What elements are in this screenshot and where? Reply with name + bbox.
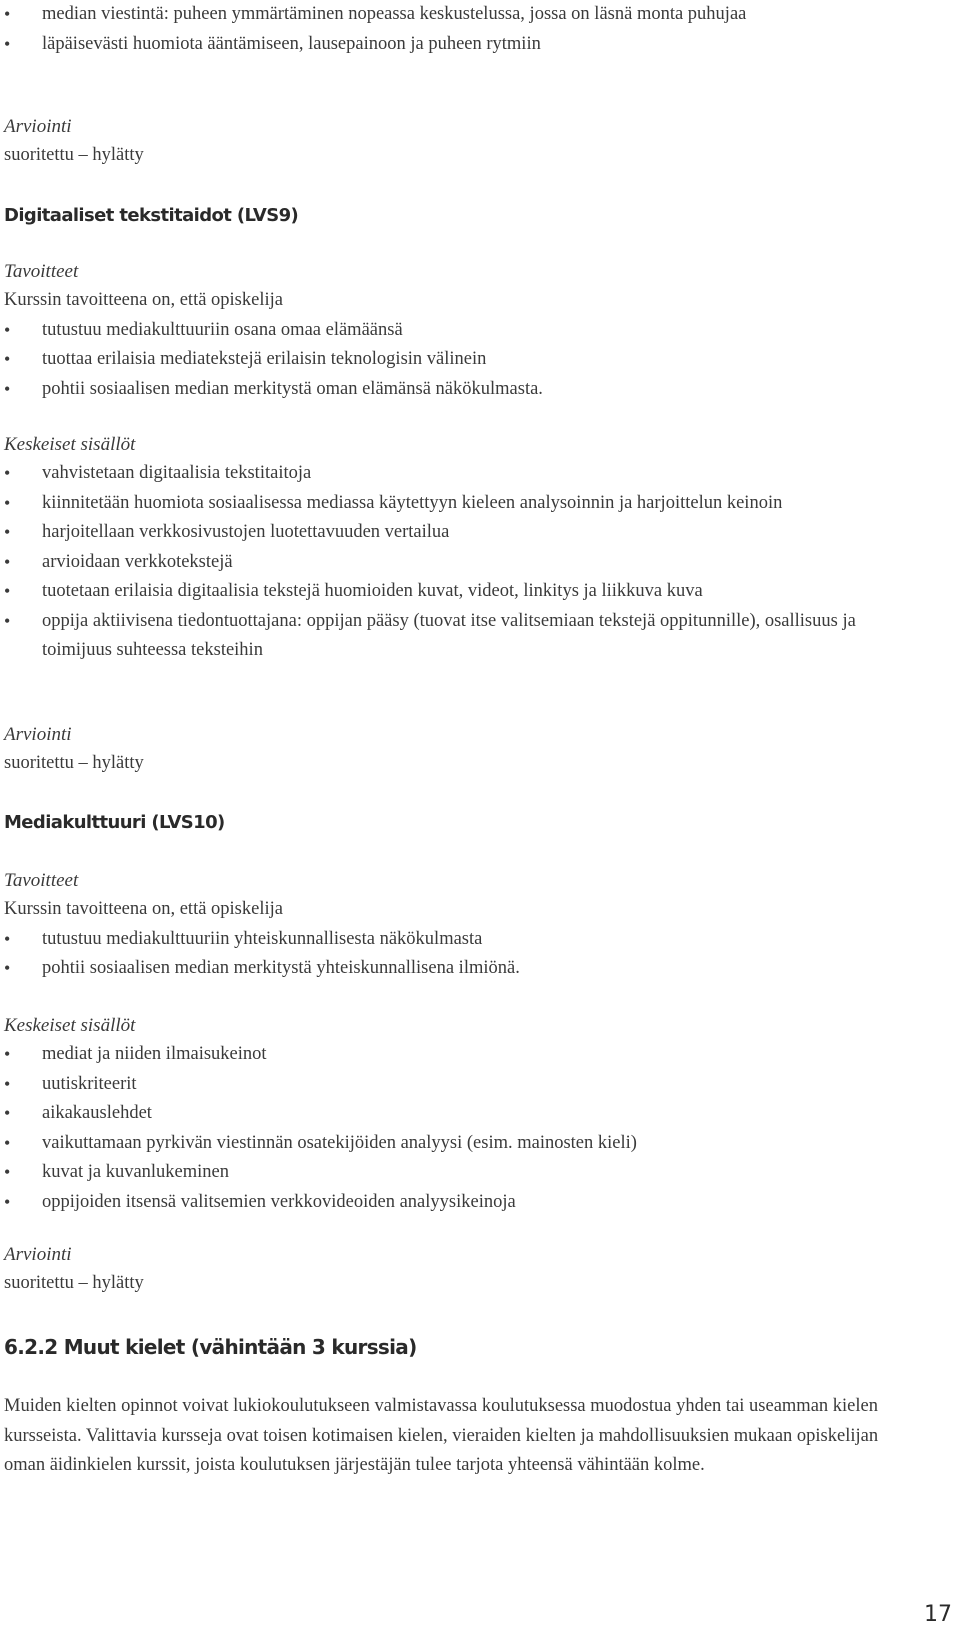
list-item: • oppijoiden itsensä valitsemien verkkovideoiden analyysikeinoja bbox=[4, 1188, 924, 1218]
course-title: Digitaaliset tekstitaidot (LVS9) bbox=[4, 205, 299, 226]
page-number: 17 bbox=[924, 1602, 952, 1627]
lvs10-evaluation bbox=[4, 1240, 924, 1299]
goals-intro: Kurssin tavoitteena on, että opiskelija bbox=[4, 899, 283, 919]
section-paragraph bbox=[4, 1392, 924, 1481]
contents-label: Keskeiset sisällöt bbox=[4, 1015, 136, 1036]
evaluation-label: Arviointi bbox=[4, 724, 72, 745]
list-item: • vahvistetaan digitaalisia tekstitaitoja bbox=[4, 459, 924, 489]
list-item: • tutustuu mediakulttuuriin yhteiskunnallisesta näkökulmasta bbox=[4, 925, 924, 955]
goals-label: Tavoitteet bbox=[4, 870, 79, 891]
list-item: • arvioidaan verkkotekstejä bbox=[4, 548, 924, 578]
top-bullet-list bbox=[4, 0, 924, 59]
section-title: 6.2.2 Muut kielet (vähintään 3 kurssia) bbox=[4, 1335, 417, 1359]
lvs9-heading bbox=[4, 201, 924, 230]
list-item: • vaikuttamaan pyrkivän viestinnän osatekijöiden analyysi (esim. mainosten kieli) bbox=[4, 1129, 924, 1159]
lvs8-evaluation bbox=[4, 112, 924, 171]
list-item: • kuvat ja kuvanlukeminen bbox=[4, 1158, 924, 1188]
list-item: • oppija aktiivisena tiedontuottajana: oppijan pääsy (tuovat itse valitsemiaan tekstejä oppitunnille), osallisuus ja toimijuus suhteessa teksteihin bbox=[4, 607, 924, 666]
list-item: • pohtii sosiaalisen median merkitystä oman elämänsä näkökulmasta. bbox=[4, 375, 924, 405]
section-heading bbox=[4, 1332, 924, 1362]
evaluation-value: suoritettu – hylätty bbox=[4, 753, 144, 773]
list-item: • läpäisevästi huomiota ääntämiseen, lausepainoon ja puheen rytmiin bbox=[4, 30, 924, 60]
contents-list bbox=[4, 459, 924, 666]
lvs10-goals bbox=[4, 866, 924, 984]
lvs10-heading bbox=[4, 808, 924, 837]
list-item: • kiinnitetään huomiota sosiaalisessa mediassa käytettyyn kieleen analysoinnin ja harjoittelun keinoin bbox=[4, 489, 924, 519]
goals-intro: Kurssin tavoitteena on, että opiskelija bbox=[4, 290, 283, 310]
lvs9-goals bbox=[4, 257, 924, 404]
evaluation-value: suoritettu – hylätty bbox=[4, 145, 144, 165]
list-item: • pohtii sosiaalisen median merkitystä yhteiskunnallisena ilmiönä. bbox=[4, 954, 924, 984]
course-title: Mediakulttuuri (LVS10) bbox=[4, 812, 225, 833]
goals-list bbox=[4, 316, 924, 405]
paragraph-text: Muiden kielten opinnot voivat lukiokoulutukseen valmistavassa koulutuksessa muodostua yhden tai useamman kielen kursseista. Valittavia kursseja ovat toisen kotimaisen kielen, vieraiden kielten ja mahdollisuuksien mukaan opiskelijan oman äidinkielen kurssit, joista koulutuksen järjestäjän tulee tarjota yhteensä vähintään kolme. bbox=[4, 1396, 879, 1475]
list-item: • uutiskriteerit bbox=[4, 1070, 924, 1100]
list-item: • harjoitellaan verkkosivustojen luotettavuuden vertailua bbox=[4, 518, 924, 548]
list-item: • median viestintä: puheen ymmärtäminen nopeassa keskustelussa, jossa on läsnä monta puhujaa bbox=[4, 0, 924, 30]
list-item: • aikakauslehdet bbox=[4, 1099, 924, 1129]
list-item: • mediat ja niiden ilmaisukeinot bbox=[4, 1040, 924, 1070]
goals-label: Tavoitteet bbox=[4, 261, 79, 282]
lvs9-contents bbox=[4, 430, 924, 666]
contents-label: Keskeiset sisällöt bbox=[4, 434, 136, 455]
evaluation-label: Arviointi bbox=[4, 116, 72, 137]
lvs10-contents bbox=[4, 1011, 924, 1217]
list-item: • tuotetaan erilaisia digitaalisia tekstejä huomioiden kuvat, videot, linkitys ja liikkuva kuva bbox=[4, 577, 924, 607]
lvs9-evaluation bbox=[4, 720, 924, 779]
evaluation-value: suoritettu – hylätty bbox=[4, 1273, 144, 1293]
list-item: • tuottaa erilaisia mediatekstejä erilaisin teknologisin välinein bbox=[4, 345, 924, 375]
contents-list bbox=[4, 1040, 924, 1217]
list-item: • tutustuu mediakulttuuriin osana omaa elämäänsä bbox=[4, 316, 924, 346]
evaluation-label: Arviointi bbox=[4, 1244, 72, 1265]
goals-list bbox=[4, 925, 924, 984]
